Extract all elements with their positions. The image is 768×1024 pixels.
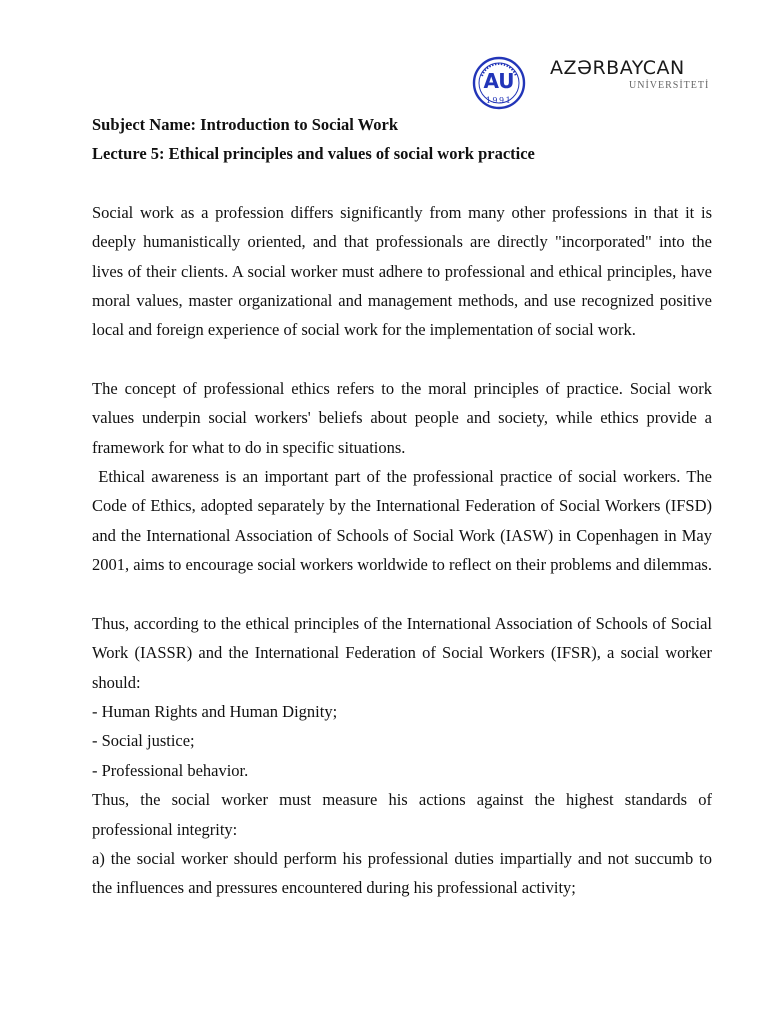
- list-item: - Human Rights and Human Dignity;: [92, 701, 338, 721]
- logo-university-name: AZƏRBAYCAN: [550, 57, 685, 79]
- paragraph-3: Ethical awareness is an important part of the professional practice of social workers. The Code of Ethics, adopted separately by the International Federation of Social Workers (IFSD) and the International Association of Schools of Social Work (IASW) in Copenhagen in May 2001, aims to encourage social workers worldwide to reflect on their problems and dilemmas.: [92, 467, 717, 575]
- university-logo: [472, 56, 722, 110]
- emblem-letters: AU: [483, 69, 515, 93]
- paragraph-5: Thus, the social worker must measure his actions against the highest standards of professional integrity:: [92, 790, 712, 839]
- emblem-year: 1991: [485, 96, 513, 105]
- document-body: [92, 110, 717, 903]
- list-item: - Social justice;: [92, 731, 195, 751]
- subject-title: Subject Name: Introduction to Social Work: [92, 115, 399, 134]
- paragraph-2: The concept of professional ethics refers to the moral principles of practice. Social work values underpin social workers' beliefs about people and society, while ethics provide a framework for what to do in specific situations.: [92, 378, 712, 457]
- paragraph-4: Thus, according to the ethical principles of the International Association of Schools of Social Work (IASSR) and the International Federation of Social Workers (IFSR), a social worker should:: [92, 613, 712, 692]
- paragraph-1: Social work as a profession differs significantly from many other professions in that it is deeply humanistically oriented, and that professionals are directly "incorporated" into the lives of their clients. A social worker must adhere to professional and ethical principles, have moral values, master organizational and management methods, and use recognized positive local and foreign experience of social work for the implementation of social work.: [92, 202, 712, 340]
- logo-university-subtitle: UNİVERSİTETİ: [629, 80, 710, 91]
- university-emblem-icon: [472, 56, 528, 110]
- list-item: - Professional behavior.: [92, 760, 249, 780]
- lecture-title: Lecture 5: Ethical principles and values of social work practice: [92, 144, 535, 164]
- paragraph-6: a) the social worker should perform his professional duties impartially and not succumb to the influences and pressures encountered during his professional activity;: [92, 848, 712, 898]
